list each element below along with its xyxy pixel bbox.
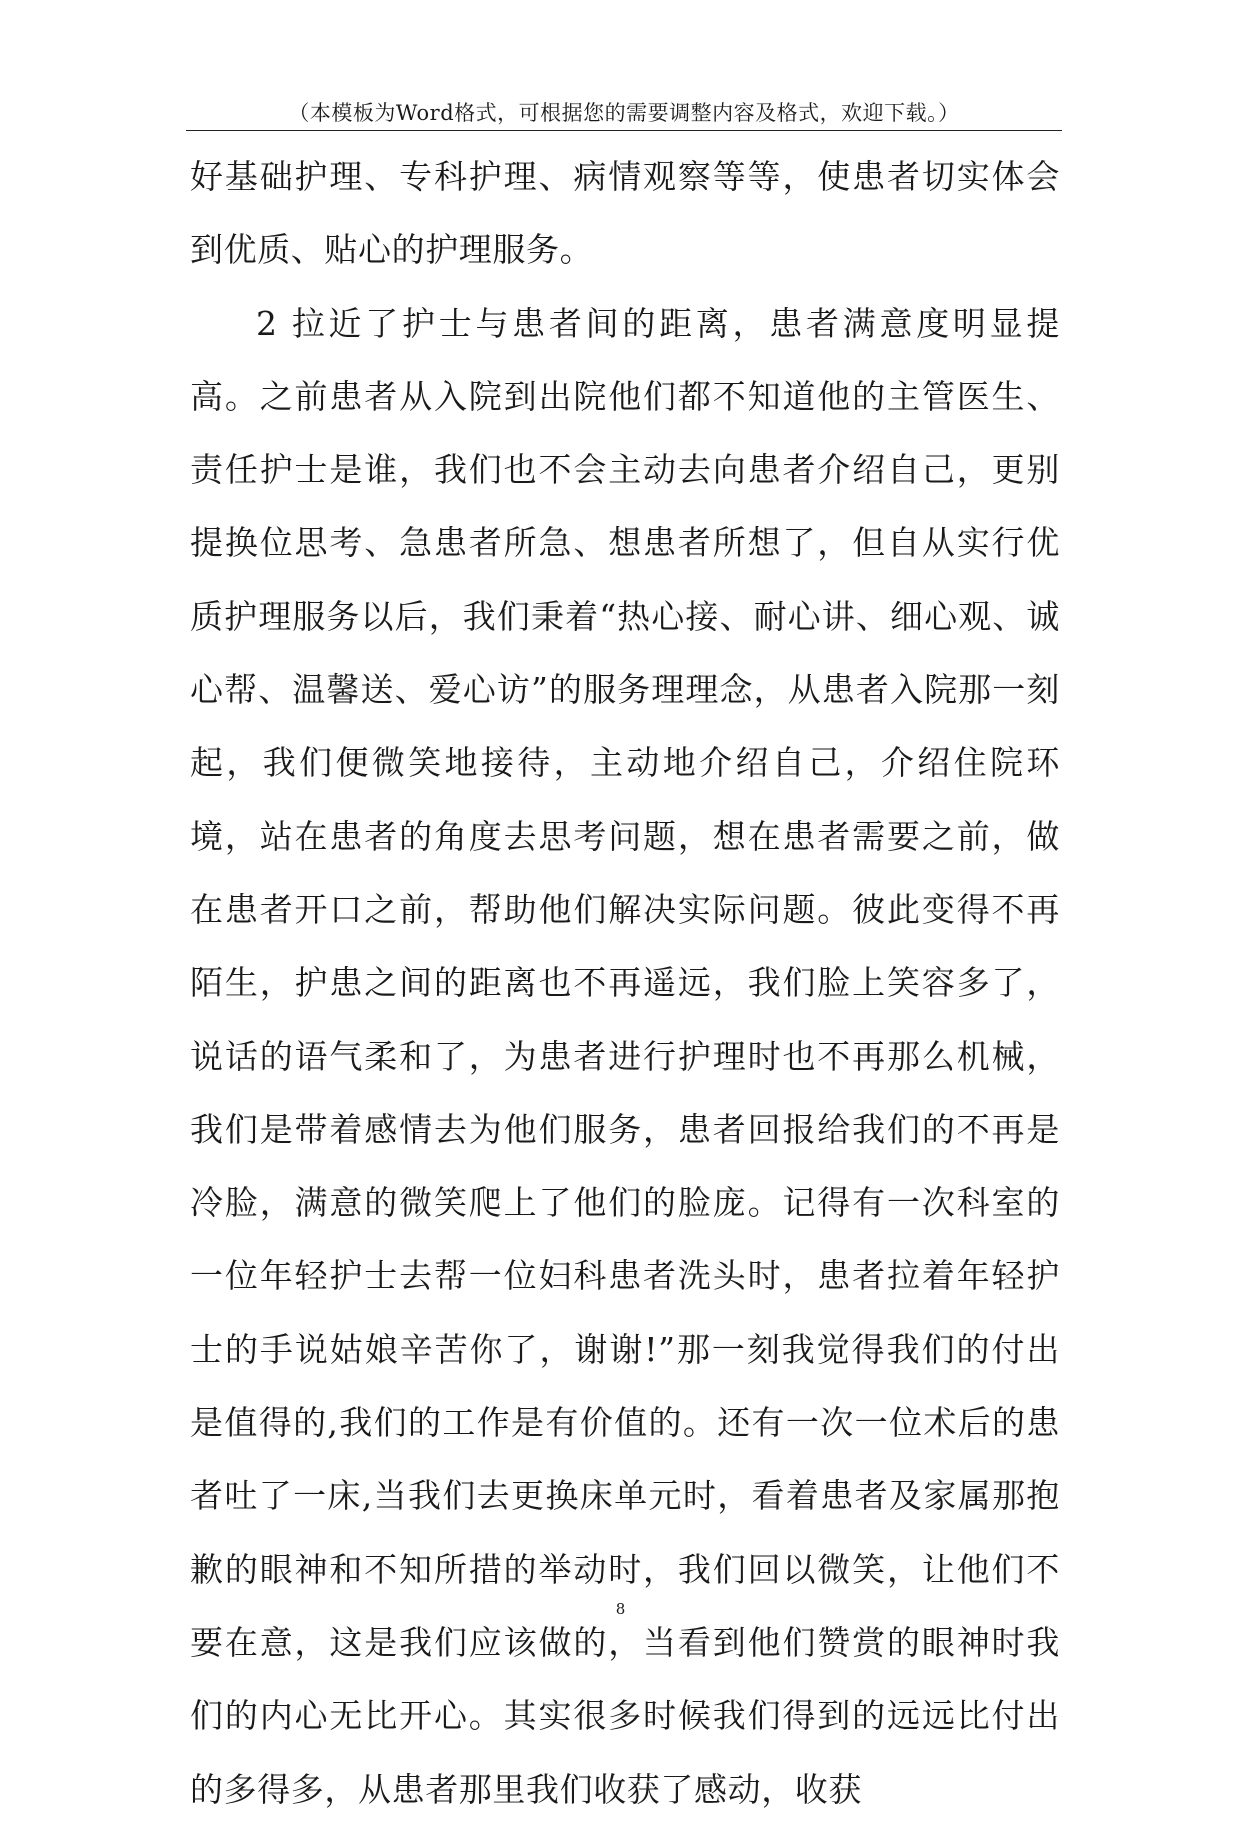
paragraph-point-2: 2 拉近了护士与患者间的距离，患者满意度明显提高。之前患者从入院到出院他们都不知道他的主管医生、责任护士是谁，我们也不会主动去向患者介绍自己，更别提换位思考、急患者所急、想患者所想了，但自从实行优质护理服务以后，我们秉着“热心接、耐心讲、细心观、诚心帮、温馨送、爱心访”的服务理理念，从患者入院那一刻起，我们便微笑地接待，主动地介绍自己，介绍住院环境，站在患者的角度去思考问题，想在患者需要之前，做在患者开口之前，帮助他们解决实际问题。彼此变得不再陌生，护患之间的距离也不再遥远，我们脸上笑容多了，说话的语气柔和了，为患者进行护理时也不再那么机械，我们是带着感情去为他们服务，患者回报给我们的不再是冷脸，满意的微笑爬上了他们的脸庞。记得有一次科室的一位年轻护士去帮一位妇科患者洗头时，患者拉着年轻护士的手说姑娘辛苦你了，谢谢!”那一刻我觉得我们的付出是值得的,我们的工作是有价值的。还有一次一位术后的患者吐了一床,当我们去更换床单元时，看着患者及家属那抱歉的眼神和不知所措的举动时，我们回以微笑，让他们不要在意，这是我们应该做的，当看到他们赞赏的眼神时我们的内心无比开心。其实很多时候我们得到的远远比付出的多得多，从患者那里我们收获了感动，收获 [190, 303, 1060, 1809]
header-divider [186, 130, 1062, 131]
document-body [190, 140, 1060, 1826]
page-header-note: （本模板为Word格式，可根据您的需要调整内容及格式，欢迎下载。） [288, 101, 960, 125]
page-number: 8 [615, 1600, 626, 1618]
paragraph-continued: 好基础护理、专科护理、病情观察等等，使患者切实体会到优质、贴心的护理服务。 [190, 157, 1060, 270]
